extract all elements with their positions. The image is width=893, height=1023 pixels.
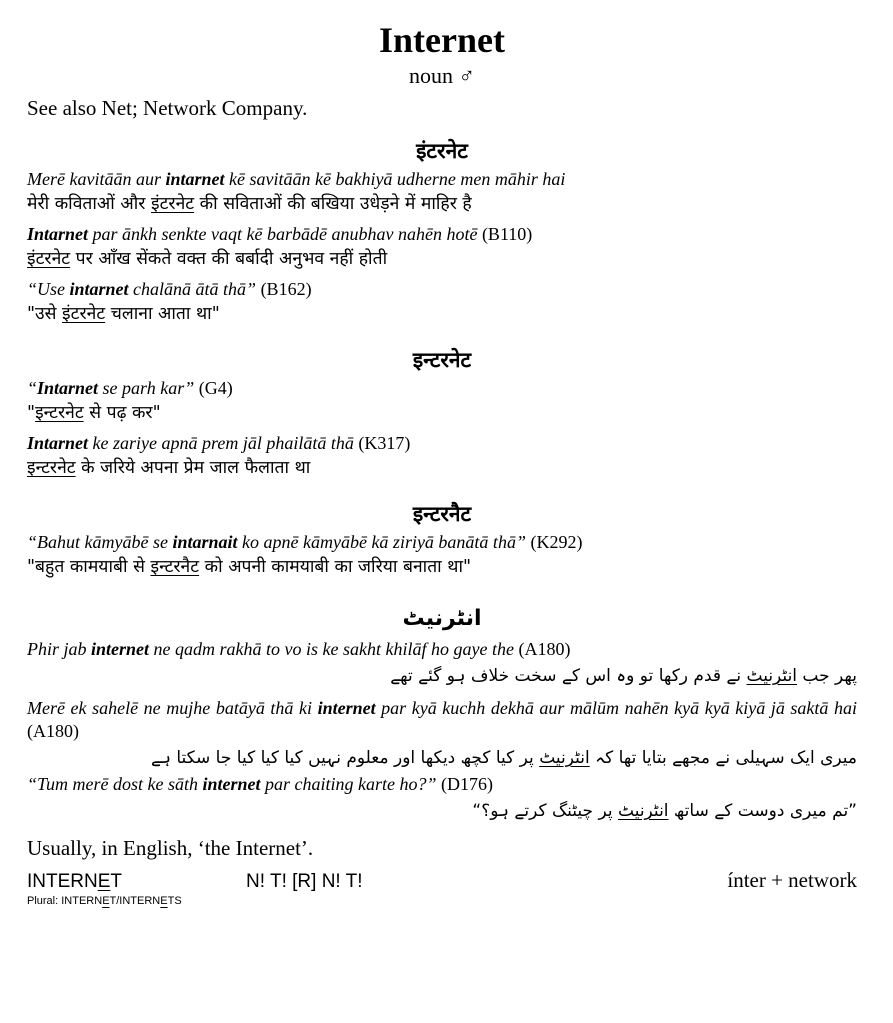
transliteration: “Use intarnet chalānā ātā thā” (B162) bbox=[27, 279, 312, 299]
urdu-sentence: میری ایک سہیلی نے مجھے بتایا تھا کہ انٹرنیٹ پر کیا کچھ دیکھا اور معلوم نہیں کیا کیا کیا جا سکتا ہے bbox=[151, 748, 857, 768]
hindi-examples-1 bbox=[27, 168, 857, 327]
transliteration: Merē ek sahelē ne mujhe batāyā thā ki internet par kyā kuchh dekhā aur mālūm nahēn kyā kyā kiyā jā saktā hai (A180) bbox=[27, 698, 857, 741]
example bbox=[27, 223, 857, 272]
devanagari-sentence: "बहुत कामयाबी से इन्टरनैट को अपनी कामयाबी का जरिया बनाता था" bbox=[27, 557, 472, 577]
source-ref: (K292) bbox=[530, 532, 583, 552]
part-of-speech: noun ♂ bbox=[409, 63, 475, 88]
example bbox=[27, 377, 857, 426]
headword-code: INTERNET bbox=[27, 871, 123, 892]
devanagari-sentence: "उसे इंटरनेट चलाना आता था" bbox=[27, 304, 220, 324]
headword: Internet bbox=[379, 20, 505, 60]
example bbox=[27, 278, 857, 327]
source-ref: (B162) bbox=[260, 279, 312, 299]
urdu-sentence: ”تم میری دوست کے ساتھ انٹرنیٹ پر چیٹنگ کرتے ہو؟“ bbox=[472, 801, 857, 821]
hindi-heading-2: इन्टरनेट bbox=[412, 348, 472, 372]
source-ref: (D176) bbox=[441, 774, 494, 794]
hindi-examples-2 bbox=[27, 377, 857, 481]
transliteration: “Tum merē dost ke sāth internet par chaiting karte ho?” (D176) bbox=[27, 774, 494, 794]
hindi-examples-3 bbox=[27, 531, 857, 580]
transliteration: Intarnet par ānkh senkte vaqt kē barbādē anubhav nahēn hotē (B110) bbox=[27, 224, 533, 244]
source-ref: (K317) bbox=[358, 433, 411, 453]
example bbox=[27, 168, 857, 217]
source-ref: (A180) bbox=[27, 721, 79, 741]
transliteration: “Intarnet se parh kar” (G4) bbox=[27, 378, 233, 398]
example bbox=[27, 773, 857, 826]
see-also-note: See also Net; Network Company. bbox=[27, 96, 308, 120]
devanagari-sentence: इन्टरनेट के जरिये अपना प्रेम जाल फैलाता था bbox=[27, 458, 311, 478]
urdu-heading: انٹرنیٹ bbox=[402, 606, 482, 631]
devanagari-sentence: इंटरनेट पर आँख सेंकते वक्त की बर्बादी अनुभव नहीं होती bbox=[27, 249, 388, 269]
example bbox=[27, 432, 857, 481]
plural-forms: Plural: INTERNET/INTERNETS bbox=[27, 895, 182, 907]
etymology: ínter + network bbox=[727, 868, 857, 892]
urdu-examples bbox=[27, 638, 857, 826]
entry-footer bbox=[27, 868, 857, 893]
source-ref: (G4) bbox=[198, 378, 233, 398]
phonetic-code: N! T! [R] N! T! bbox=[246, 871, 363, 892]
example bbox=[27, 531, 857, 580]
transliteration: Phir jab internet ne qadm rakhā to vo is ke sakht khilāf ho gaye the (A180) bbox=[27, 639, 571, 659]
usage-note: Usually, in English, ‘the Internet’. bbox=[27, 836, 314, 860]
transliteration: “Bahut kāmyābē se intarnait ko apnē kāmyābē kā ziriyā banātā thā” (K292) bbox=[27, 532, 583, 552]
source-ref: (B110) bbox=[481, 224, 533, 244]
devanagari-sentence: मेरी कविताओं और इंटरनेट की सविताओं की बखिया उधेड़ने में माहिर है bbox=[27, 194, 472, 214]
devanagari-sentence: "इन्टरनेट से पढ़ कर" bbox=[27, 403, 161, 423]
urdu-sentence: پھر جب انٹرنیٹ نے قدم رکھا تو وہ اس کے سخت خلاف ہو گئے تھے bbox=[390, 666, 857, 686]
transliteration: Intarnet ke zariye apnā prem jāl phailātā thā (K317) bbox=[27, 433, 411, 453]
hindi-heading-1: इंटरनेट bbox=[416, 139, 468, 163]
code-group bbox=[27, 871, 363, 893]
source-ref: (A180) bbox=[518, 639, 571, 659]
example bbox=[27, 638, 857, 691]
example bbox=[27, 697, 857, 773]
transliteration: Merē kavitāān aur intarnet kē savitāān kē bakhiyā udherne men māhir hai bbox=[27, 169, 566, 189]
hindi-heading-3: इन्टरनैट bbox=[412, 502, 472, 526]
dictionary-entry bbox=[27, 18, 857, 907]
